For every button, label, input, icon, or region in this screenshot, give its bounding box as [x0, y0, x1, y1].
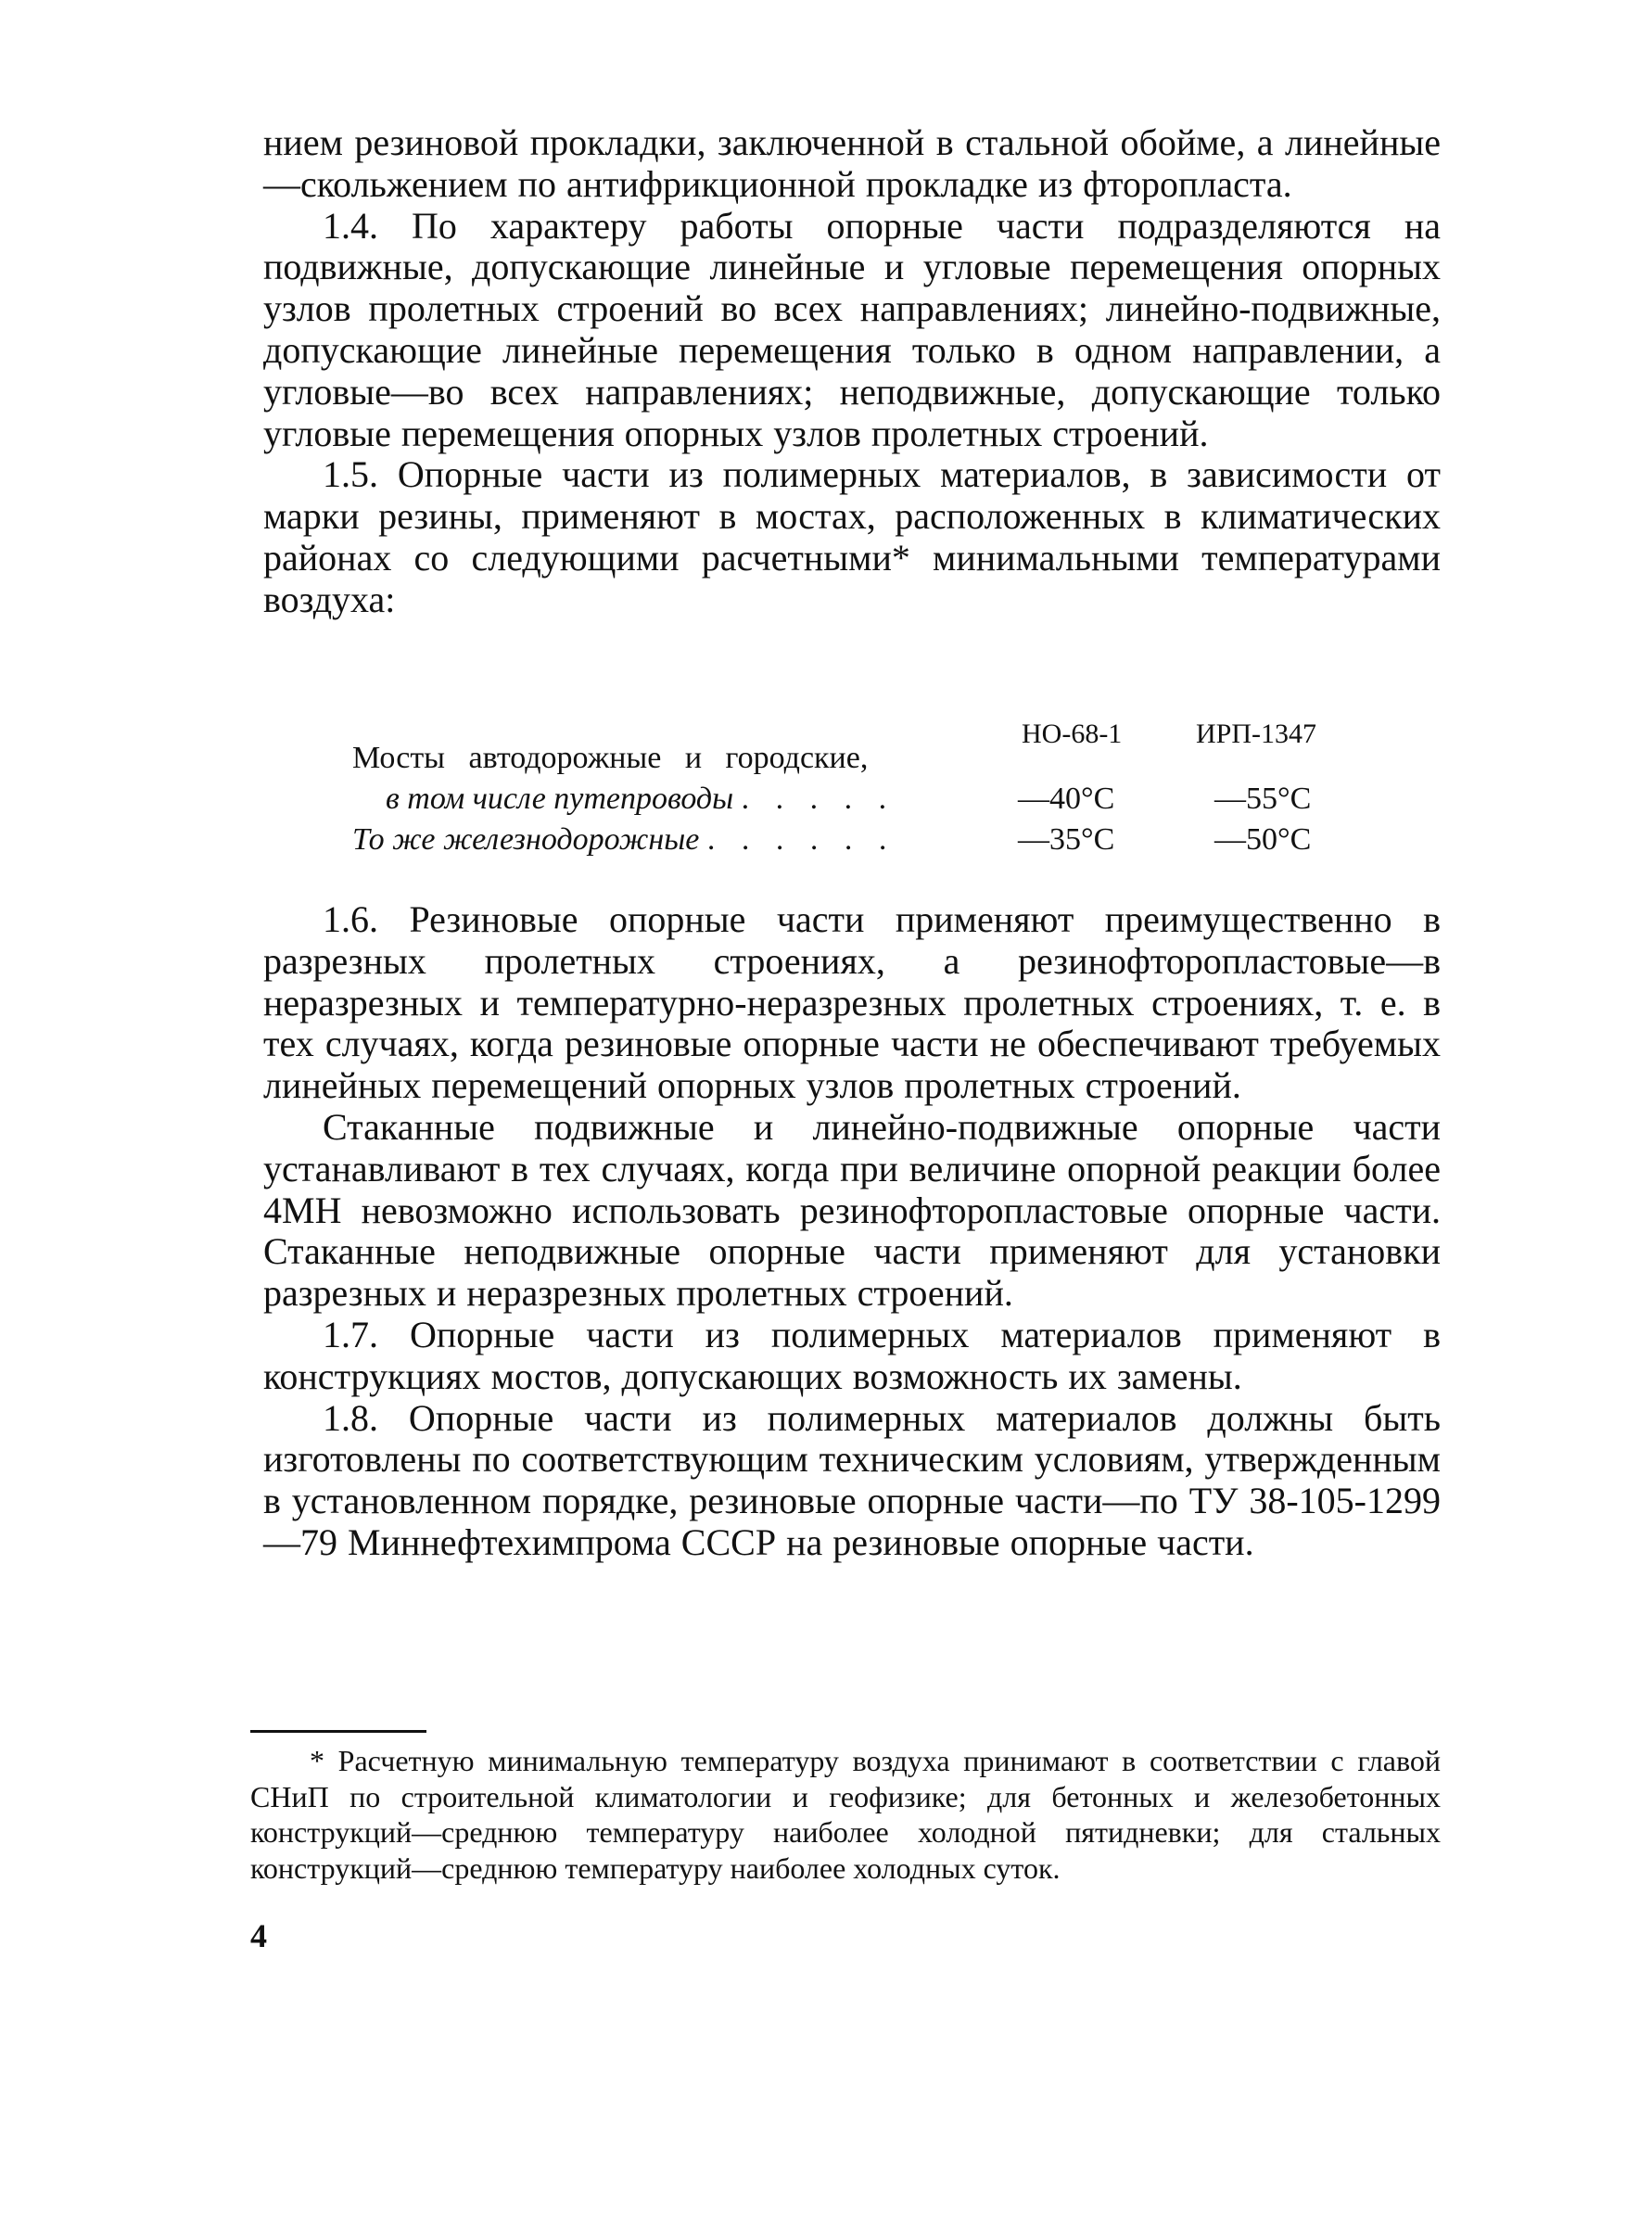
row-label-text: То же железнодорожные [352, 822, 700, 857]
cell-value: —55°С [1214, 782, 1312, 816]
column-header-irp-1347: ИРП-1347 [1196, 719, 1317, 749]
paragraph-1-8: 1.8. Опорные части из полимерных материалов должны быть изготовлены по соответствующим техническим условиям, утвержденным в установленном порядке, резиновые опорные части—по ТУ 38-105-1299—79 Миннефтехимпрома СССР на резиновые опорные части. [263, 1396, 1441, 1563]
table-row [352, 779, 1335, 820]
page-number: 4 [250, 1917, 267, 1954]
column-header-no-68-1: НО-68-1 [1022, 719, 1123, 749]
table-row [352, 820, 1335, 860]
row-label [352, 820, 896, 860]
row-label [386, 779, 896, 820]
paragraph-1-7: 1.7. Опорные части из полимерных материалов применяют в конструкциях мостов, допускающих возможность их замены. [263, 1313, 1441, 1397]
row-label-text: в том числе путепроводы [386, 782, 734, 816]
paragraph-1-5: 1.5. Опорные части из полимерных материалов, в зависимости от марки резины, применяют в мостах, расположенных в климатических районах со следующими расчетными* минимальными температурами воздуха: [263, 453, 1441, 620]
paragraph-1-6: 1.6. Резиновые опорные части применяют преимущественно в разрезных пролетных строениях, а резинофторопластовые—в неразрезных и температурно-неразрезных пролетных строениях, т. е. в тех случаях, когда резиновые опорные части не обеспечивают требуемых линейных перемещений опорных узлов пролетных строений. [263, 898, 1441, 1107]
leader-dots: . . . . . [741, 782, 896, 816]
table-row [352, 738, 1335, 779]
body-text-upper [263, 122, 1441, 621]
leader-dots: . . . . . . [706, 822, 896, 857]
temperature-table [352, 714, 1335, 860]
paragraph-intro: нием резиновой прокладки, заключенной в стальной обойме, а линейные—скольжением по антифрикционной прокладке из фторопласта. [263, 121, 1441, 205]
cell-value: —35°С [1018, 822, 1115, 857]
paragraph-stakan: Стаканные подвижные и линейно-подвижные опорные части устанавливают в тех случаях, когда при величине опорной реакции более 4МН невозможно использовать резинофторопластовые опорные части. Стаканные неподвижные опорные части применяют для установки разрезных и неразрезных пролетных строений. [263, 1105, 1441, 1315]
footnote-rule [250, 1730, 426, 1733]
row-label: Мосты автодорожные и городские, [352, 741, 869, 775]
footnote: * Расчетную минимальную температуру воздуха принимают в соответствии с главой СНиП по строительной климатологии и геофизике; для бетонных и железобетонных конструкций—среднюю температуру наиболее холодной пятидневки; для стальных конструкций—среднюю температуру наиболее холодных суток. [250, 1744, 1441, 1885]
cell-value: —40°С [1018, 782, 1115, 816]
paragraph-1-4: 1.4. По характеру работы опорные части подразделяются на подвижные, допускающие линейные и угловые перемещения опорных узлов пролетных строений во всех направлениях; линейно-подвижные, допускающие линейные перемещения только в одном направлении, а угловые—во всех направлениях; неподвижные, допускающие только угловые перемещения опорных узлов пролетных строений. [263, 204, 1441, 454]
cell-value: —50°С [1214, 822, 1312, 857]
body-text-lower [263, 899, 1441, 1564]
